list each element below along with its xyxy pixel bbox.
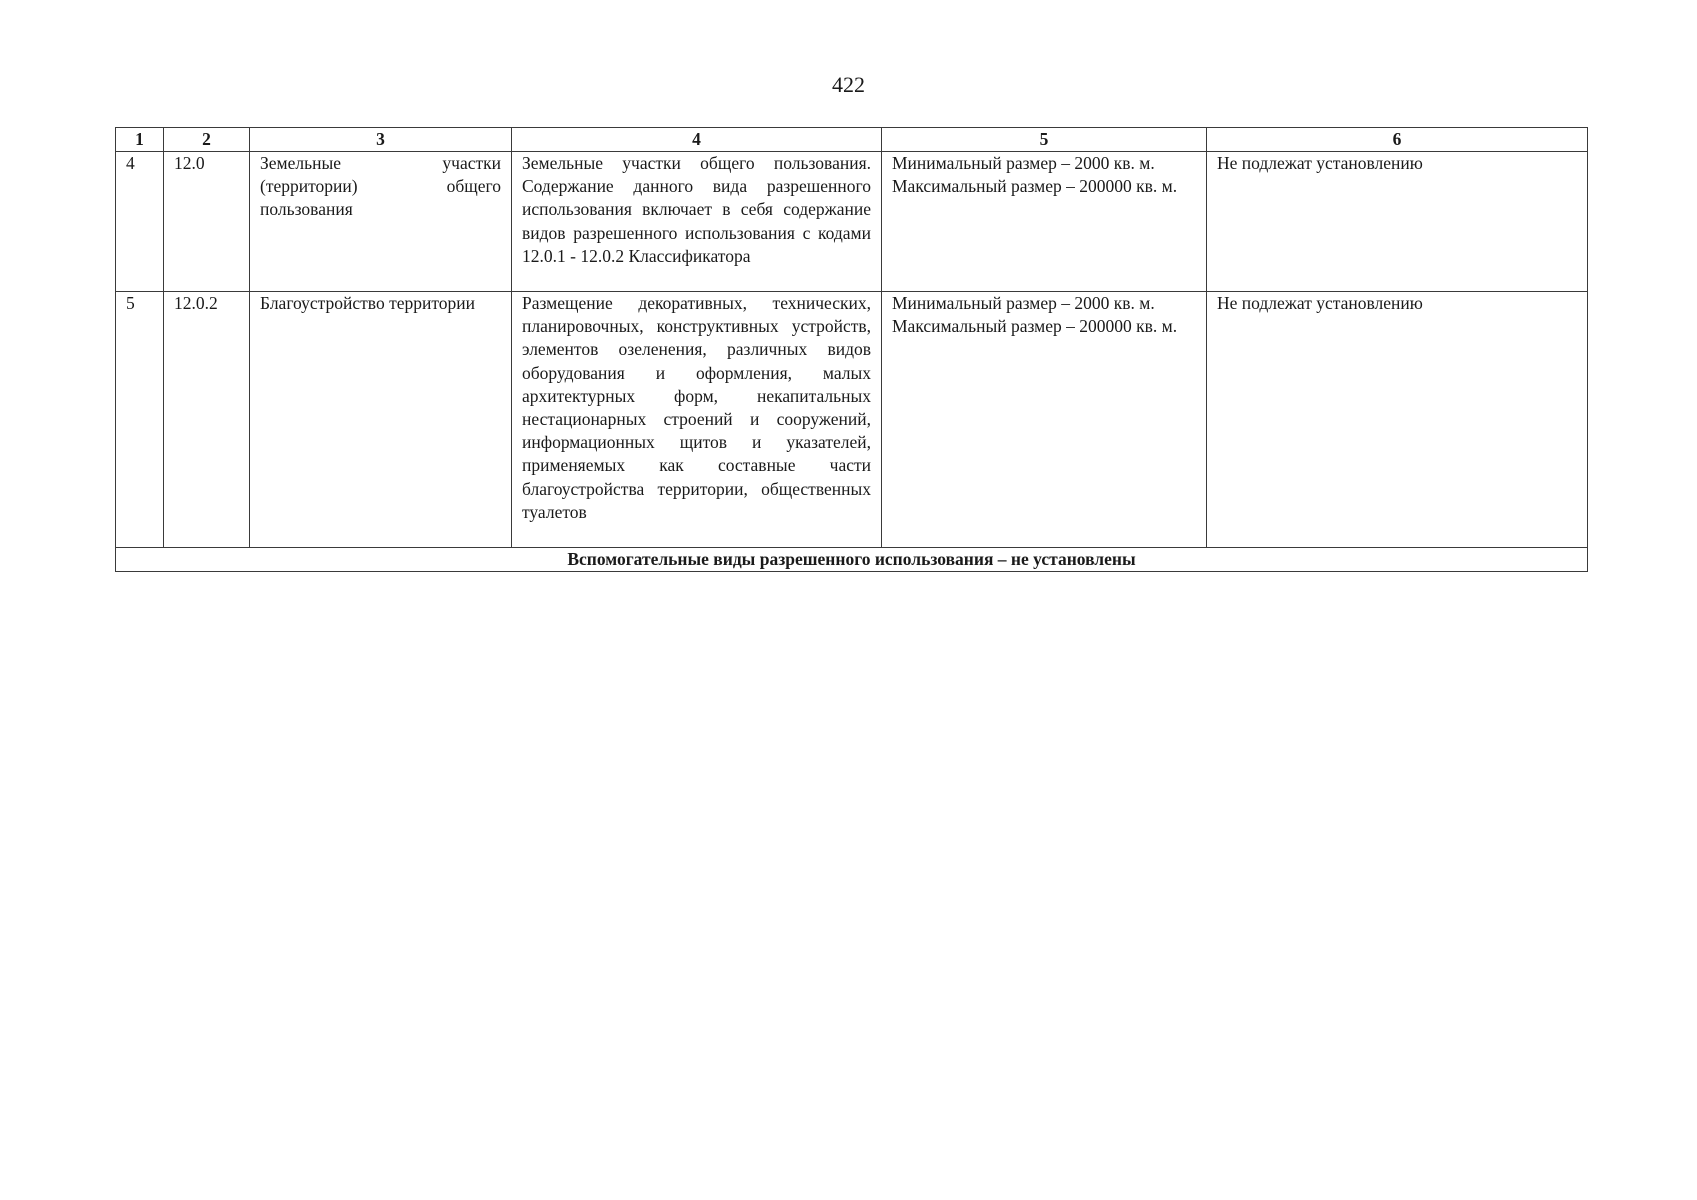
column-header: 3 [250, 128, 512, 152]
column-header: 6 [1207, 128, 1588, 152]
use-name-cell: Благоустройство территории [250, 292, 512, 548]
row-number-cell: 5 [116, 292, 164, 548]
description-cell: Размещение декоративных, технических, планировочных, конструктивных устройств, элементов озеленения, различных видов оборудования и оформления, малых архитектурных форм, некапитальных нестационарных строений и сооружений, информационных щитов и указателей, применяемых как составные части благоустройства территории, общественных туалетов [512, 292, 882, 548]
page-number: 422 [832, 72, 865, 97]
table-row [116, 152, 1588, 292]
code-cell: 12.0.2 [164, 292, 250, 548]
table-footer-row [116, 548, 1588, 572]
size-min-text: Минимальный размер – 2000 кв. м. [892, 293, 1155, 313]
size-max-text: Максимальный размер – 200000 кв. м. [892, 176, 1178, 197]
column-header: 4 [512, 128, 882, 152]
size-min-text: Минимальный размер – 2000 кв. м. [892, 153, 1155, 173]
size-limits-cell [882, 152, 1207, 292]
row-number-cell: 4 [116, 152, 164, 292]
size-limits-cell [882, 292, 1207, 548]
column-header: 1 [116, 128, 164, 152]
auxiliary-uses-note: Вспомогательные виды разрешенного использования – не установлены [116, 548, 1588, 572]
code-cell: 12.0 [164, 152, 250, 292]
size-max-text: Максимальный размер – 200000 кв. м. [892, 316, 1178, 337]
table-header-row [116, 128, 1588, 152]
column-header: 5 [882, 128, 1207, 152]
land-use-table [115, 127, 1588, 572]
restrictions-cell: Не подлежат установлению [1207, 292, 1588, 548]
use-name-cell: Земельные участки (территории) общего пользования [250, 152, 512, 292]
description-cell: Земельные участки общего пользования. Содержание данного вида разрешенного использования включает в себя содержание видов разрешенного использования с кодами 12.0.1 - 12.0.2 Классификатора [512, 152, 882, 292]
restrictions-cell: Не подлежат установлению [1207, 152, 1588, 292]
column-header: 2 [164, 128, 250, 152]
table-row [116, 292, 1588, 548]
